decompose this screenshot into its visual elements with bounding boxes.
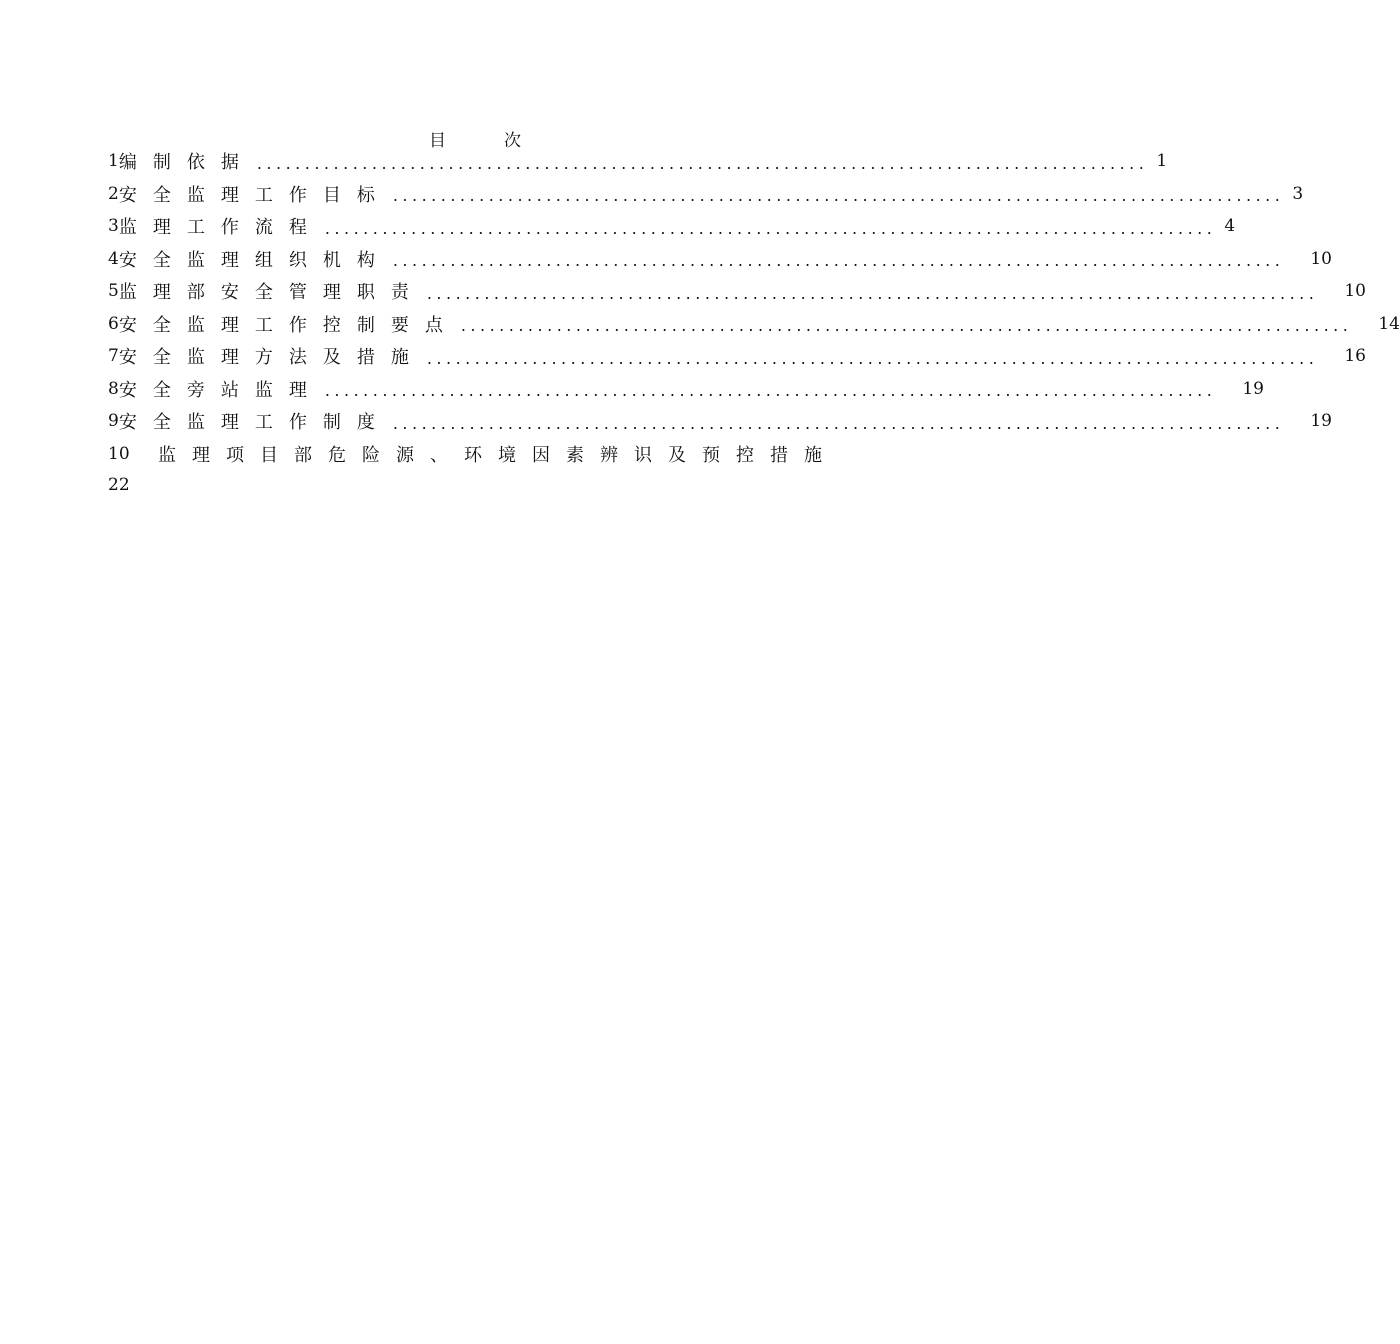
toc-entry[interactable] <box>108 405 1332 438</box>
toc-leader-dots: ............................................................................................. <box>324 381 1217 401</box>
toc-entry-label: 监理项目部危险源、环境因素辨识及预控措施 <box>158 444 838 466</box>
toc-entry-label: 编制依据 <box>118 152 255 174</box>
toc-entry-page: 16 <box>1344 346 1366 367</box>
toc-entry-number: 7 <box>108 346 119 367</box>
toc-leader-dots: ............................................................................................. <box>426 348 1319 368</box>
toc-entry-label: 安全监理方法及措施 <box>118 347 425 369</box>
toc-entry-number: 10 <box>108 443 130 464</box>
toc-leader-dots: ............................................................................................. <box>460 316 1353 336</box>
toc-entry-label: 安全监理工作控制要点 <box>118 314 459 336</box>
toc-leader-dots: ............................................................................................. <box>426 283 1319 303</box>
toc-entry[interactable] <box>108 178 1304 211</box>
toc-entry-page: 10 <box>1310 248 1332 269</box>
toc-entry-page: 22 <box>108 475 130 495</box>
toc-entry-number: 1 <box>108 151 119 172</box>
toc-leader-dots: ............................................................................................. <box>392 251 1285 271</box>
toc-leader-dots: ............................................................................................. <box>392 186 1285 206</box>
toc-entry-number: 2 <box>108 183 119 204</box>
toc-entry-number: 3 <box>108 216 119 237</box>
toc-entry-number: 8 <box>108 378 119 399</box>
toc-entry-page: 1 <box>1156 151 1168 172</box>
toc-entry-page: 10 <box>1344 281 1366 302</box>
toc-entry[interactable] <box>108 340 1366 373</box>
toc-entry-page: 3 <box>1292 183 1304 204</box>
toc-entry[interactable] <box>108 373 1264 406</box>
toc-entry-page: 19 <box>1242 378 1264 399</box>
toc-entry[interactable] <box>108 145 1168 178</box>
toc-entry-page: 14 <box>1378 313 1400 334</box>
toc-entry[interactable] <box>108 438 838 471</box>
toc-leader-dots: ............................................................................................. <box>392 413 1285 433</box>
toc-entry-label: 安全监理组织机构 <box>118 249 391 271</box>
toc-entry[interactable] <box>108 308 1400 341</box>
toc-leader-dots: ............................................................................................. <box>324 218 1217 238</box>
toc-entry[interactable] <box>108 210 1236 243</box>
toc-entry-number: 5 <box>108 281 119 302</box>
toc-entry-page: 19 <box>1310 411 1332 432</box>
table-of-contents <box>108 145 1400 500</box>
toc-entry-label: 安全旁站监理 <box>118 379 323 401</box>
toc-entry-label: 安全监理工作制度 <box>118 412 391 434</box>
toc-entry-label: 监理工作流程 <box>118 217 323 239</box>
toc-entry-label: 监理部安全管理职责 <box>118 282 425 304</box>
toc-entry-number: 6 <box>108 313 119 334</box>
toc-entry-number: 4 <box>108 248 119 269</box>
toc-leader-dots: ............................................................................................. <box>256 153 1149 173</box>
toc-entry-label: 安全监理工作目标 <box>118 184 391 206</box>
toc-entry[interactable] <box>108 275 1366 308</box>
toc-entry[interactable] <box>108 243 1332 276</box>
toc-entry-page: 4 <box>1224 216 1236 237</box>
toc-entry-number: 9 <box>108 411 119 432</box>
toc-title: 目次 <box>429 131 579 151</box>
